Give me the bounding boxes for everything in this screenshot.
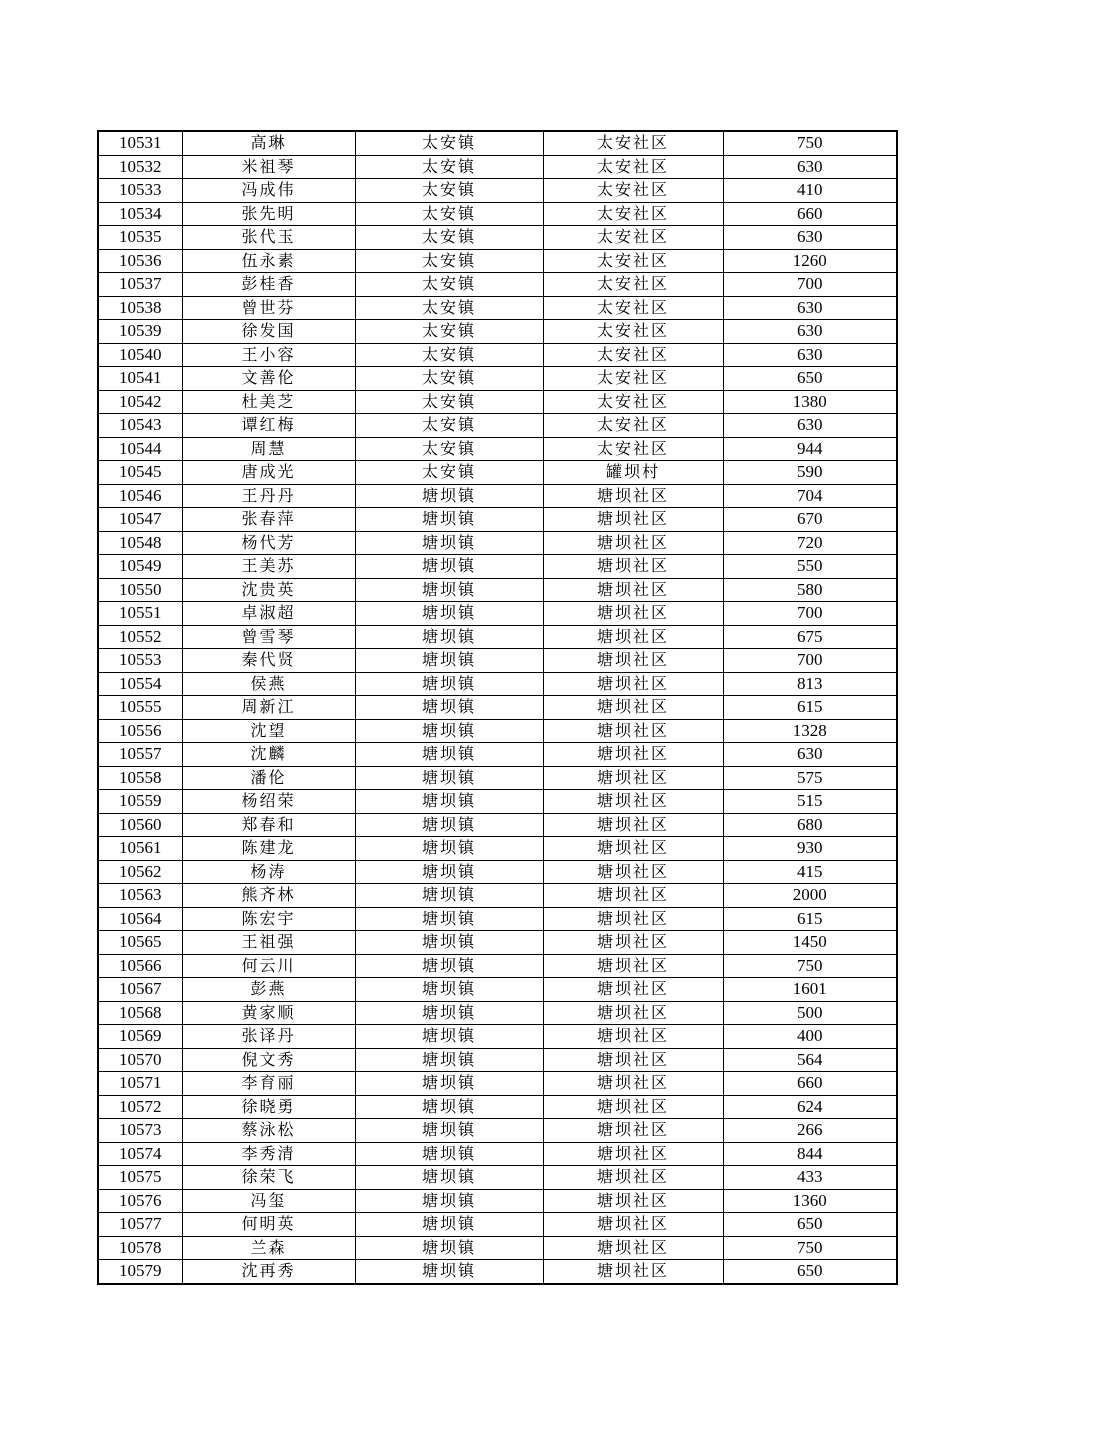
name-cell: 伍永素	[182, 249, 355, 273]
town-cell: 塘坝镇	[355, 1189, 543, 1213]
name-cell: 沈麟	[182, 743, 355, 767]
town-cell: 太安镇	[355, 249, 543, 273]
table-row	[98, 367, 897, 391]
table-row	[98, 226, 897, 250]
table-row	[98, 884, 897, 908]
serial-number-cell: 10573	[98, 1119, 182, 1143]
community-cell: 太安社区	[543, 249, 723, 273]
amount-cell: 400	[723, 1025, 897, 1049]
town-cell: 塘坝镇	[355, 1236, 543, 1260]
community-cell: 塘坝社区	[543, 649, 723, 673]
name-cell: 张春萍	[182, 508, 355, 532]
community-cell: 塘坝社区	[543, 696, 723, 720]
serial-number-cell: 10532	[98, 155, 182, 179]
community-cell: 塘坝社区	[543, 1236, 723, 1260]
serial-number-cell: 10569	[98, 1025, 182, 1049]
amount-cell: 590	[723, 461, 897, 485]
serial-number-cell: 10552	[98, 625, 182, 649]
name-cell: 陈宏宇	[182, 907, 355, 931]
town-cell: 塘坝镇	[355, 1001, 543, 1025]
name-cell: 兰森	[182, 1236, 355, 1260]
community-cell: 塘坝社区	[543, 766, 723, 790]
amount-cell: 813	[723, 672, 897, 696]
name-cell: 杨代芳	[182, 531, 355, 555]
table-row	[98, 1166, 897, 1190]
table-row	[98, 437, 897, 461]
serial-number-cell: 10553	[98, 649, 182, 673]
town-cell: 塘坝镇	[355, 578, 543, 602]
town-cell: 太安镇	[355, 390, 543, 414]
town-cell: 太安镇	[355, 202, 543, 226]
amount-cell: 410	[723, 179, 897, 203]
serial-number-cell: 10533	[98, 179, 182, 203]
amount-cell: 675	[723, 625, 897, 649]
town-cell: 太安镇	[355, 226, 543, 250]
community-cell: 塘坝社区	[543, 1001, 723, 1025]
table-row	[98, 578, 897, 602]
serial-number-cell: 10559	[98, 790, 182, 814]
town-cell: 太安镇	[355, 179, 543, 203]
town-cell: 塘坝镇	[355, 1025, 543, 1049]
community-cell: 太安社区	[543, 390, 723, 414]
community-cell: 塘坝社区	[543, 1166, 723, 1190]
table-row	[98, 1119, 897, 1143]
table-row	[98, 131, 897, 155]
amount-cell: 670	[723, 508, 897, 532]
amount-cell: 615	[723, 696, 897, 720]
amount-cell: 700	[723, 273, 897, 297]
community-cell: 塘坝社区	[543, 931, 723, 955]
serial-number-cell: 10536	[98, 249, 182, 273]
name-cell: 熊齐林	[182, 884, 355, 908]
table-row	[98, 1213, 897, 1237]
serial-number-cell: 10574	[98, 1142, 182, 1166]
table-row	[98, 249, 897, 273]
name-cell: 高琳	[182, 131, 355, 155]
table-row	[98, 813, 897, 837]
table-row	[98, 555, 897, 579]
name-cell: 何云川	[182, 954, 355, 978]
amount-cell: 660	[723, 202, 897, 226]
amount-cell: 564	[723, 1048, 897, 1072]
table-row	[98, 1142, 897, 1166]
name-cell: 倪文秀	[182, 1048, 355, 1072]
name-cell: 张代玉	[182, 226, 355, 250]
serial-number-cell: 10541	[98, 367, 182, 391]
town-cell: 太安镇	[355, 437, 543, 461]
name-cell: 王小容	[182, 343, 355, 367]
name-cell: 潘伦	[182, 766, 355, 790]
community-cell: 塘坝社区	[543, 1260, 723, 1284]
table-row	[98, 508, 897, 532]
serial-number-cell: 10557	[98, 743, 182, 767]
serial-number-cell: 10551	[98, 602, 182, 626]
table-row	[98, 414, 897, 438]
town-cell: 太安镇	[355, 461, 543, 485]
table-row	[98, 766, 897, 790]
serial-number-cell: 10543	[98, 414, 182, 438]
table-row	[98, 649, 897, 673]
community-cell: 塘坝社区	[543, 625, 723, 649]
table-row	[98, 1048, 897, 1072]
serial-number-cell: 10537	[98, 273, 182, 297]
amount-cell: 1601	[723, 978, 897, 1002]
town-cell: 塘坝镇	[355, 672, 543, 696]
table-row	[98, 1095, 897, 1119]
community-cell: 塘坝社区	[543, 978, 723, 1002]
table-row	[98, 296, 897, 320]
amount-cell: 630	[723, 343, 897, 367]
table-row	[98, 1260, 897, 1284]
community-cell: 塘坝社区	[543, 790, 723, 814]
town-cell: 塘坝镇	[355, 625, 543, 649]
name-cell: 郑春和	[182, 813, 355, 837]
serial-number-cell: 10538	[98, 296, 182, 320]
town-cell: 太安镇	[355, 273, 543, 297]
table-row	[98, 531, 897, 555]
serial-number-cell: 10567	[98, 978, 182, 1002]
serial-number-cell: 10546	[98, 484, 182, 508]
name-cell: 何明英	[182, 1213, 355, 1237]
name-cell: 陈建龙	[182, 837, 355, 861]
serial-number-cell: 10572	[98, 1095, 182, 1119]
town-cell: 塘坝镇	[355, 978, 543, 1002]
serial-number-cell: 10565	[98, 931, 182, 955]
serial-number-cell: 10554	[98, 672, 182, 696]
amount-cell: 844	[723, 1142, 897, 1166]
amount-cell: 650	[723, 367, 897, 391]
town-cell: 塘坝镇	[355, 602, 543, 626]
community-cell: 塘坝社区	[543, 907, 723, 931]
table-row	[98, 860, 897, 884]
town-cell: 塘坝镇	[355, 766, 543, 790]
town-cell: 塘坝镇	[355, 1095, 543, 1119]
table-row	[98, 343, 897, 367]
town-cell: 太安镇	[355, 296, 543, 320]
amount-cell: 650	[723, 1213, 897, 1237]
serial-number-cell: 10548	[98, 531, 182, 555]
amount-cell: 650	[723, 1260, 897, 1284]
town-cell: 太安镇	[355, 155, 543, 179]
table-row	[98, 484, 897, 508]
table-row	[98, 179, 897, 203]
amount-cell: 266	[723, 1119, 897, 1143]
name-cell: 杨涛	[182, 860, 355, 884]
name-cell: 谭红梅	[182, 414, 355, 438]
name-cell: 沈再秀	[182, 1260, 355, 1284]
name-cell: 卓淑超	[182, 602, 355, 626]
name-cell: 徐晓勇	[182, 1095, 355, 1119]
community-cell: 太安社区	[543, 273, 723, 297]
amount-cell: 630	[723, 296, 897, 320]
serial-number-cell: 10542	[98, 390, 182, 414]
community-cell: 塘坝社区	[543, 719, 723, 743]
table-row	[98, 1189, 897, 1213]
name-cell: 徐荣飞	[182, 1166, 355, 1190]
table-row	[98, 719, 897, 743]
serial-number-cell: 10539	[98, 320, 182, 344]
town-cell: 塘坝镇	[355, 1142, 543, 1166]
serial-number-cell: 10558	[98, 766, 182, 790]
table-row	[98, 672, 897, 696]
amount-cell: 515	[723, 790, 897, 814]
town-cell: 塘坝镇	[355, 860, 543, 884]
serial-number-cell: 10576	[98, 1189, 182, 1213]
name-cell: 彭桂香	[182, 273, 355, 297]
name-cell: 徐发国	[182, 320, 355, 344]
town-cell: 塘坝镇	[355, 555, 543, 579]
community-cell: 塘坝社区	[543, 1119, 723, 1143]
town-cell: 太安镇	[355, 343, 543, 367]
town-cell: 塘坝镇	[355, 907, 543, 931]
amount-cell: 630	[723, 743, 897, 767]
serial-number-cell: 10545	[98, 461, 182, 485]
amount-cell: 630	[723, 226, 897, 250]
community-cell: 塘坝社区	[543, 1025, 723, 1049]
serial-number-cell: 10566	[98, 954, 182, 978]
town-cell: 塘坝镇	[355, 743, 543, 767]
community-cell: 太安社区	[543, 131, 723, 155]
serial-number-cell: 10534	[98, 202, 182, 226]
table-row	[98, 155, 897, 179]
community-cell: 塘坝社区	[543, 860, 723, 884]
community-cell: 太安社区	[543, 343, 723, 367]
name-cell: 李秀清	[182, 1142, 355, 1166]
community-cell: 塘坝社区	[543, 484, 723, 508]
amount-cell: 750	[723, 1236, 897, 1260]
name-cell: 文善伦	[182, 367, 355, 391]
amount-cell: 1450	[723, 931, 897, 955]
town-cell: 太安镇	[355, 320, 543, 344]
table-row	[98, 202, 897, 226]
amount-cell: 944	[723, 437, 897, 461]
serial-number-cell: 10560	[98, 813, 182, 837]
community-cell: 塘坝社区	[543, 954, 723, 978]
community-cell: 塘坝社区	[543, 578, 723, 602]
name-cell: 冯玺	[182, 1189, 355, 1213]
name-cell: 李育丽	[182, 1072, 355, 1096]
serial-number-cell: 10540	[98, 343, 182, 367]
serial-number-cell: 10547	[98, 508, 182, 532]
town-cell: 塘坝镇	[355, 790, 543, 814]
serial-number-cell: 10564	[98, 907, 182, 931]
amount-cell: 575	[723, 766, 897, 790]
community-cell: 塘坝社区	[543, 1048, 723, 1072]
serial-number-cell: 10578	[98, 1236, 182, 1260]
town-cell: 塘坝镇	[355, 1072, 543, 1096]
community-cell: 塘坝社区	[543, 508, 723, 532]
amount-cell: 930	[723, 837, 897, 861]
community-cell: 塘坝社区	[543, 1213, 723, 1237]
community-cell: 太安社区	[543, 179, 723, 203]
amount-cell: 1360	[723, 1189, 897, 1213]
community-cell: 太安社区	[543, 320, 723, 344]
table-row	[98, 790, 897, 814]
town-cell: 塘坝镇	[355, 837, 543, 861]
amount-cell: 704	[723, 484, 897, 508]
town-cell: 塘坝镇	[355, 884, 543, 908]
serial-number-cell: 10577	[98, 1213, 182, 1237]
community-cell: 太安社区	[543, 226, 723, 250]
community-cell: 塘坝社区	[543, 837, 723, 861]
town-cell: 塘坝镇	[355, 954, 543, 978]
serial-number-cell: 10531	[98, 131, 182, 155]
community-cell: 塘坝社区	[543, 1072, 723, 1096]
name-cell: 杜美芝	[182, 390, 355, 414]
name-cell: 唐成光	[182, 461, 355, 485]
amount-cell: 433	[723, 1166, 897, 1190]
name-cell: 侯燕	[182, 672, 355, 696]
table-row	[98, 837, 897, 861]
community-cell: 塘坝社区	[543, 1189, 723, 1213]
table-row	[98, 743, 897, 767]
serial-number-cell: 10563	[98, 884, 182, 908]
serial-number-cell: 10550	[98, 578, 182, 602]
community-cell: 太安社区	[543, 367, 723, 391]
table-row	[98, 978, 897, 1002]
community-cell: 塘坝社区	[543, 602, 723, 626]
name-cell: 米祖琴	[182, 155, 355, 179]
name-cell: 王美苏	[182, 555, 355, 579]
table-row	[98, 1025, 897, 1049]
table-row	[98, 602, 897, 626]
amount-cell: 750	[723, 954, 897, 978]
amount-cell: 630	[723, 155, 897, 179]
serial-number-cell: 10571	[98, 1072, 182, 1096]
town-cell: 塘坝镇	[355, 531, 543, 555]
name-cell: 沈贵英	[182, 578, 355, 602]
community-cell: 太安社区	[543, 296, 723, 320]
table-row	[98, 1001, 897, 1025]
table-row	[98, 907, 897, 931]
town-cell: 塘坝镇	[355, 1119, 543, 1143]
serial-number-cell: 10544	[98, 437, 182, 461]
name-cell: 周慧	[182, 437, 355, 461]
town-cell: 太安镇	[355, 414, 543, 438]
amount-cell: 580	[723, 578, 897, 602]
serial-number-cell: 10555	[98, 696, 182, 720]
community-cell: 塘坝社区	[543, 743, 723, 767]
serial-number-cell: 10561	[98, 837, 182, 861]
records-body	[98, 131, 897, 1284]
town-cell: 塘坝镇	[355, 1166, 543, 1190]
town-cell: 塘坝镇	[355, 484, 543, 508]
amount-cell: 615	[723, 907, 897, 931]
community-cell: 塘坝社区	[543, 531, 723, 555]
name-cell: 曾雪琴	[182, 625, 355, 649]
serial-number-cell: 10556	[98, 719, 182, 743]
name-cell: 彭燕	[182, 978, 355, 1002]
town-cell: 塘坝镇	[355, 719, 543, 743]
town-cell: 塘坝镇	[355, 1048, 543, 1072]
serial-number-cell: 10575	[98, 1166, 182, 1190]
serial-number-cell: 10579	[98, 1260, 182, 1284]
town-cell: 塘坝镇	[355, 696, 543, 720]
community-cell: 太安社区	[543, 202, 723, 226]
records-table	[97, 130, 898, 1285]
town-cell: 塘坝镇	[355, 813, 543, 837]
amount-cell: 700	[723, 649, 897, 673]
community-cell: 塘坝社区	[543, 1142, 723, 1166]
amount-cell: 1260	[723, 249, 897, 273]
community-cell: 太安社区	[543, 155, 723, 179]
town-cell: 塘坝镇	[355, 1213, 543, 1237]
community-cell: 太安社区	[543, 437, 723, 461]
community-cell: 塘坝社区	[543, 1095, 723, 1119]
name-cell: 曾世芬	[182, 296, 355, 320]
serial-number-cell: 10549	[98, 555, 182, 579]
table-row	[98, 1072, 897, 1096]
table-row	[98, 696, 897, 720]
town-cell: 塘坝镇	[355, 649, 543, 673]
table-row	[98, 954, 897, 978]
amount-cell: 630	[723, 414, 897, 438]
name-cell: 周新江	[182, 696, 355, 720]
name-cell: 杨绍荣	[182, 790, 355, 814]
town-cell: 塘坝镇	[355, 508, 543, 532]
table-row	[98, 273, 897, 297]
name-cell: 冯成伟	[182, 179, 355, 203]
amount-cell: 680	[723, 813, 897, 837]
serial-number-cell: 10570	[98, 1048, 182, 1072]
community-cell: 塘坝社区	[543, 672, 723, 696]
town-cell: 太安镇	[355, 367, 543, 391]
serial-number-cell: 10568	[98, 1001, 182, 1025]
community-cell: 塘坝社区	[543, 813, 723, 837]
name-cell: 蔡泳松	[182, 1119, 355, 1143]
table-row	[98, 625, 897, 649]
amount-cell: 1380	[723, 390, 897, 414]
amount-cell: 750	[723, 131, 897, 155]
serial-number-cell: 10562	[98, 860, 182, 884]
town-cell: 塘坝镇	[355, 931, 543, 955]
table-row	[98, 931, 897, 955]
name-cell: 沈望	[182, 719, 355, 743]
name-cell: 王丹丹	[182, 484, 355, 508]
amount-cell: 2000	[723, 884, 897, 908]
community-cell: 塘坝社区	[543, 884, 723, 908]
amount-cell: 550	[723, 555, 897, 579]
table-row	[98, 320, 897, 344]
serial-number-cell: 10535	[98, 226, 182, 250]
name-cell: 张先明	[182, 202, 355, 226]
name-cell: 黄家顺	[182, 1001, 355, 1025]
table-row	[98, 461, 897, 485]
name-cell: 王祖强	[182, 931, 355, 955]
town-cell: 塘坝镇	[355, 1260, 543, 1284]
amount-cell: 415	[723, 860, 897, 884]
amount-cell: 660	[723, 1072, 897, 1096]
community-cell: 塘坝社区	[543, 555, 723, 579]
community-cell: 罐坝村	[543, 461, 723, 485]
amount-cell: 1328	[723, 719, 897, 743]
name-cell: 张译丹	[182, 1025, 355, 1049]
amount-cell: 720	[723, 531, 897, 555]
table-row	[98, 390, 897, 414]
town-cell: 太安镇	[355, 131, 543, 155]
amount-cell: 500	[723, 1001, 897, 1025]
amount-cell: 624	[723, 1095, 897, 1119]
table-row	[98, 1236, 897, 1260]
name-cell: 秦代贤	[182, 649, 355, 673]
amount-cell: 630	[723, 320, 897, 344]
community-cell: 太安社区	[543, 414, 723, 438]
amount-cell: 700	[723, 602, 897, 626]
